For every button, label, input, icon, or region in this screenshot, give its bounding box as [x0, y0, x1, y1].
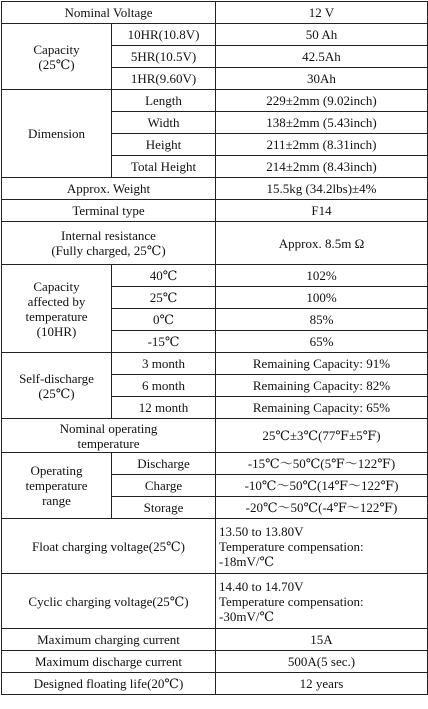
value-line: 13.50 to 13.80V [219, 523, 304, 539]
max-discharge-current-value: 500A(5 sec.) [216, 651, 428, 673]
temperature-point: 0℃ [112, 309, 216, 331]
label-line: temperature [25, 478, 88, 493]
table-row [2, 353, 428, 375]
capacity-percent: 102% [216, 265, 428, 287]
table-row [2, 453, 428, 475]
nominal-operating-temperature-label [2, 419, 216, 453]
max-charging-current-label: Maximum charging current [2, 629, 216, 651]
self-discharge-period: 6 month [112, 375, 216, 397]
label-line: Nominal operating [59, 420, 158, 436]
operating-range-label [2, 453, 112, 519]
nominal-voltage-value: 12 V [216, 2, 428, 24]
value-line: -18mV/℃ [219, 553, 274, 569]
operating-mode: Storage [112, 497, 216, 519]
self-discharge-value: Remaining Capacity: 91% [216, 353, 428, 375]
max-charging-current-value: 15A [216, 629, 428, 651]
label-line: range [42, 493, 71, 508]
table-row [2, 24, 428, 46]
dimension-label: Dimension [2, 90, 112, 178]
label-line: Capacity [33, 278, 80, 294]
table-row [2, 222, 428, 265]
operating-range-value: -20℃～50℃(-4℉～122℉) [216, 497, 428, 519]
label-line: (10HR) [36, 323, 77, 339]
table-row [2, 419, 428, 453]
self-discharge-label [2, 353, 112, 419]
label-line: temperature [25, 308, 88, 324]
label-line: Capacity [33, 41, 80, 57]
capacity-temperature-label [2, 265, 112, 353]
capacity-percent: 65% [216, 331, 428, 353]
capacity-value: 30Ah [216, 68, 428, 90]
nominal-voltage-label: Nominal Voltage [2, 2, 216, 24]
floating-life-value: 12 years [216, 673, 428, 695]
weight-value: 15.5kg (34.2lbs)±4% [216, 178, 428, 200]
max-discharge-current-label: Maximum discharge current [2, 651, 216, 673]
table-row [2, 178, 428, 200]
value-line: -30mV/℃ [219, 608, 274, 624]
operating-range-value: -10℃～50℃(14℉～122℉) [216, 475, 428, 497]
internal-resistance-value: Approx. 8.5m Ω [216, 222, 428, 265]
label-line: (Fully charged, 25℃) [51, 243, 166, 258]
label-line: Self-discharge [19, 370, 94, 386]
floating-life-label: Designed floating life(20℃) [2, 673, 216, 695]
battery-spec-table [1, 1, 428, 695]
table-row [2, 673, 428, 695]
table-row [2, 574, 428, 629]
capacity-rate: 1HR(9.60V) [112, 68, 216, 90]
operating-mode: Discharge [112, 453, 216, 475]
capacity-percent: 100% [216, 287, 428, 309]
label-line: Operating [30, 463, 83, 478]
dimension-name: Length [112, 90, 216, 112]
self-discharge-period: 3 month [112, 353, 216, 375]
label-line: temperature [77, 435, 140, 451]
dimension-name: Height [112, 134, 216, 156]
terminal-value: F14 [216, 200, 428, 222]
temperature-point: -15℃ [112, 331, 216, 353]
cyclic-charging-value [216, 574, 428, 629]
label-line: affected by [27, 293, 86, 309]
dimension-name: Width [112, 112, 216, 134]
dimension-value: 211±2mm (8.31inch) [216, 134, 428, 156]
dimension-value: 138±2mm (5.43inch) [216, 112, 428, 134]
capacity-rate: 5HR(10.5V) [112, 46, 216, 68]
float-charging-label: Float charging voltage(25℃) [2, 519, 216, 574]
table-row [2, 200, 428, 222]
self-discharge-period: 12 month [112, 397, 216, 419]
dimension-value: 229±2mm (9.02inch) [216, 90, 428, 112]
operating-mode: Charge [112, 475, 216, 497]
temperature-point: 25℃ [112, 287, 216, 309]
table-row [2, 651, 428, 673]
value-line: Temperature compensation: [219, 538, 364, 554]
self-discharge-value: Remaining Capacity: 82% [216, 375, 428, 397]
nominal-operating-temperature-value: 25℃±3℃(77℉±5℉) [216, 419, 428, 453]
internal-resistance-label [2, 222, 216, 265]
dimension-name: Total Height [112, 156, 216, 178]
table-row [2, 90, 428, 112]
dimension-value: 214±2mm (8.43inch) [216, 156, 428, 178]
weight-label: Approx. Weight [2, 178, 216, 200]
temperature-point: 40℃ [112, 265, 216, 287]
capacity-rate: 10HR(10.8V) [112, 24, 216, 46]
table-row [2, 2, 428, 24]
capacity-label [2, 24, 112, 90]
capacity-value: 42.5Ah [216, 46, 428, 68]
float-charging-value [216, 519, 428, 574]
value-line: 14.40 to 14.70V [219, 578, 304, 594]
self-discharge-value: Remaining Capacity: 65% [216, 397, 428, 419]
table-row [2, 519, 428, 574]
terminal-label: Terminal type [2, 200, 216, 222]
table-row [2, 629, 428, 651]
value-line: Temperature compensation: [219, 593, 364, 609]
capacity-value: 50 Ah [216, 24, 428, 46]
cyclic-charging-label: Cyclic charging voltage(25℃) [2, 574, 216, 629]
table-row [2, 265, 428, 287]
operating-range-value: -15℃～50℃(5℉～122℉) [216, 453, 428, 475]
label-line: (25℃) [38, 56, 75, 72]
label-line: (25℃) [38, 385, 75, 401]
label-line: Internal resistance [61, 228, 156, 243]
capacity-percent: 85% [216, 309, 428, 331]
